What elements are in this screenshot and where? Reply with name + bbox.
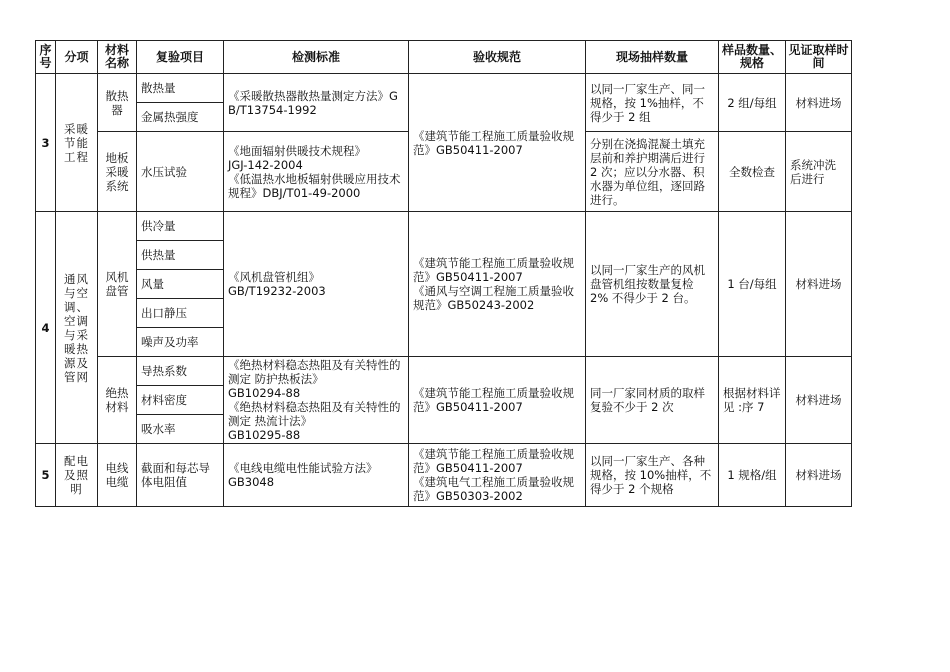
header-category: 分项 <box>56 41 98 74</box>
material-cell: 散热器 <box>98 74 137 132</box>
header-acceptance: 验收规范 <box>409 41 586 74</box>
acceptance-cell: 《建筑节能工程施工质量验收规范》GB50411-2007 《通风与空调工程施工质量验收规范》GB50243-2002 <box>409 212 586 357</box>
item-cell: 出口静压 <box>137 299 224 328</box>
material-cell: 地板采暖系统 <box>98 132 137 212</box>
table-row <box>36 444 852 507</box>
timing-cell: 材料进场 <box>786 212 852 357</box>
header-item: 复验项目 <box>137 41 224 74</box>
standard-cell: 《采暖散热器散热量测定方法》GB/T13754-1992 <box>224 74 409 132</box>
item-cell: 噪声及功率 <box>137 328 224 357</box>
timing-cell: 材料进场 <box>786 444 852 507</box>
acceptance-cell: 《建筑节能工程施工质量验收规范》GB50411-2007 <box>409 74 586 212</box>
standard-cell: 《风机盘管机组》 GB/T19232-2003 <box>224 212 409 357</box>
count-cell: 根据材料详见 :序 7 <box>719 357 786 444</box>
sampling-cell: 分别在浇捣混凝土填充层前和养护期满后进行 2 次；应以分水器、积水器为单位组，逐回路进行。 <box>586 132 719 212</box>
acceptance-cell: 《建筑节能工程施工质量验收规范》GB50411-2007 《建筑电气工程施工质量验收规范》GB50303-2002 <box>409 444 586 507</box>
standard-cell: 《绝热材料稳态热阻及有关特性的测定 防护热板法》 GB10294-88 《绝热材料稳态热阻及有关特性的测定 热流计法》 GB10295-88 <box>224 357 409 444</box>
item-cell: 金属热强度 <box>137 103 224 132</box>
count-cell: 1 台/每组 <box>719 212 786 357</box>
standard-cell: 《地面辐射供暖技术规程》 JGJ-142-2004 《低温热水地板辐射供暖应用技术规程》DBJ/T01-49-2000 <box>224 132 409 212</box>
header-standard: 检测标准 <box>224 41 409 74</box>
material-cell: 绝热材料 <box>98 357 137 444</box>
seq-cell: 4 <box>36 212 56 444</box>
item-cell: 散热量 <box>137 74 224 103</box>
header-row <box>36 41 852 74</box>
item-cell: 吸水率 <box>137 415 224 444</box>
table-row <box>36 357 852 386</box>
standard-cell: 《电线电缆电性能试验方法》 GB3048 <box>224 444 409 507</box>
sampling-cell: 以同一厂家生产、各种规格，按 10%抽样，不得少于 2 个规格 <box>586 444 719 507</box>
item-cell: 供热量 <box>137 241 224 270</box>
acceptance-cell: 《建筑节能工程施工质量验收规范》GB50411-2007 <box>409 357 586 444</box>
sampling-cell: 同一厂家同材质的取样复验不少于 2 次 <box>586 357 719 444</box>
header-sampling: 现场抽样数量 <box>586 41 719 74</box>
timing-cell: 材料进场 <box>786 357 852 444</box>
sampling-cell: 以同一厂家生产的风机盘管机组按数量复检 2% 不得少于 2 台。 <box>586 212 719 357</box>
item-cell: 水压试验 <box>137 132 224 212</box>
item-cell: 供冷量 <box>137 212 224 241</box>
item-cell: 风量 <box>137 270 224 299</box>
category-cell: 配电及照明 <box>56 444 98 507</box>
material-cell: 电线电缆 <box>98 444 137 507</box>
header-count: 样品数量、规格 <box>719 41 786 74</box>
category-cell: 通风与空调、空调与采暖热源及管网 <box>56 212 98 444</box>
header-seq: 序号 <box>36 41 56 74</box>
count-cell: 2 组/每组 <box>719 74 786 132</box>
sampling-cell: 以同一厂家生产、同一规格，按 1%抽样，不得少于 2 组 <box>586 74 719 132</box>
item-cell: 材料密度 <box>137 386 224 415</box>
item-cell: 导热系数 <box>137 357 224 386</box>
material-cell: 风机盘管 <box>98 212 137 357</box>
seq-cell: 5 <box>36 444 56 507</box>
header-material: 材料名称 <box>98 41 137 74</box>
seq-cell: 3 <box>36 74 56 212</box>
timing-cell: 材料进场 <box>786 74 852 132</box>
count-cell: 全数检查 <box>719 132 786 212</box>
acceptance-table <box>35 40 852 507</box>
timing-cell: 系统冲洗后进行 <box>786 132 852 212</box>
item-cell: 截面和每芯导体电阻值 <box>137 444 224 507</box>
table-row <box>36 212 852 241</box>
count-cell: 1 规格/组 <box>719 444 786 507</box>
table-row <box>36 74 852 103</box>
header-timing: 见证取样时间 <box>786 41 852 74</box>
category-cell: 采暖节能工程 <box>56 74 98 212</box>
